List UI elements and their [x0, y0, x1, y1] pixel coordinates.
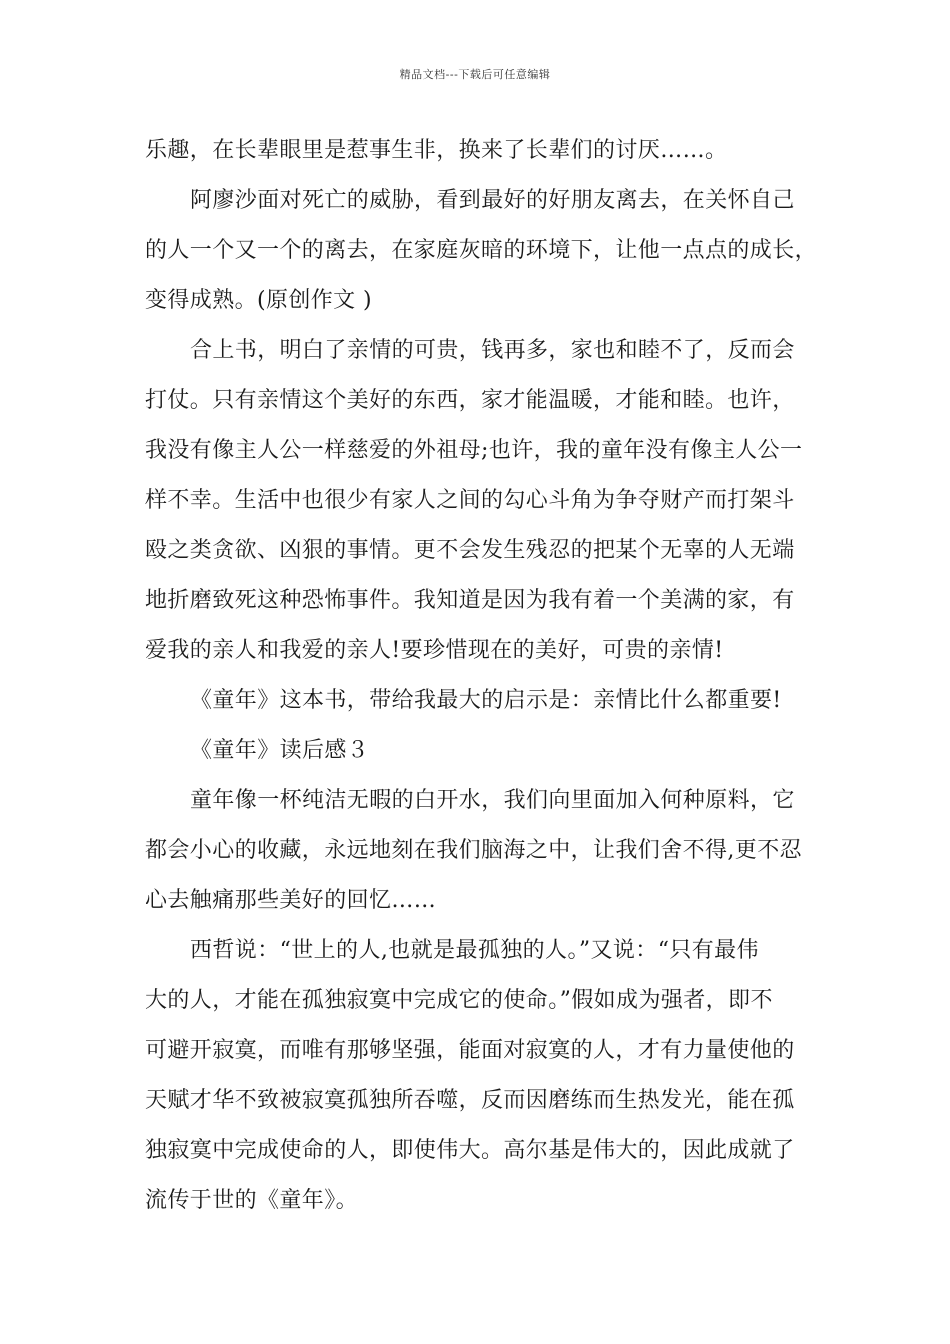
text-line: 西哲说：“世上的人,也就是最孤独的人。”又说：“只有最伟: [190, 938, 759, 963]
text-line: 打仗。只有亲情这个美好的东西，家才能温暖，才能和睦。也许，: [145, 388, 795, 413]
text-line: 的人一个又一个的离去，在家庭灰暗的环境下，让他一点点的成长，: [145, 238, 818, 263]
text-line: 样不幸。生活中也很少有家人之间的勾心斗角为争夺财产而打架斗: [145, 488, 795, 513]
text-line: 童年像一杯纯洁无暇的白开水，我们向里面加入何种原料，它: [190, 788, 795, 813]
text-line: 爱我的亲人和我爱的亲人!要珍惜现在的美好，可贵的亲情!: [145, 638, 724, 663]
text-line: 合上书，明白了亲情的可贵，钱再多，家也和睦不了，反而会: [190, 338, 795, 363]
text-line: 都会小心的收藏，永远地刻在我们脑海之中，让我们舍不得,更不忍: [145, 838, 802, 863]
text-line: 心去触痛那些美好的回忆……: [145, 888, 437, 913]
text-line: 独寂寞中完成使命的人，即使伟大。高尔基是伟大的，因此成就了: [145, 1138, 795, 1163]
page-header: 精品文档---下载后可任意编辑: [399, 68, 551, 81]
text-line: 殴之类贪欲、凶狠的事情。更不会发生残忍的把某个无辜的人无端: [145, 538, 795, 563]
text-line: 乐趣，在长辈眼里是惹事生非，换来了长辈们的讨厌……。: [145, 138, 728, 163]
text-line: 天赋才华不致被寂寞孤独所吞噬，反而因磨练而生热发光，能在孤: [145, 1088, 795, 1113]
text-line: 阿廖沙面对死亡的威胁，看到最好的好朋友离去，在关怀自己: [190, 188, 795, 213]
text-line: 大的人，才能在孤独寂寞中完成它的使命。”假如成为强者，即不: [145, 988, 773, 1013]
text-line: 流传于世的《童年》。: [145, 1188, 359, 1213]
text-line: 可避开寂寞，而唯有那够坚强，能面对寂寞的人，才有力量使他的: [145, 1038, 795, 1063]
text-line: 我没有像主人公一样慈爱的外祖母;也许，我的童年没有像主人公一: [145, 438, 803, 463]
text-line: 《童年》这本书，带给我最大的启示是：亲情比什么都重要!: [190, 688, 782, 713]
text-line: 变得成熟。(原创作文 ): [145, 288, 372, 313]
text-line: 地折磨致死这种恐怖事件。我知道是因为我有着一个美满的家，有: [145, 588, 795, 613]
section-title: 《童年》读后感３: [190, 738, 370, 763]
